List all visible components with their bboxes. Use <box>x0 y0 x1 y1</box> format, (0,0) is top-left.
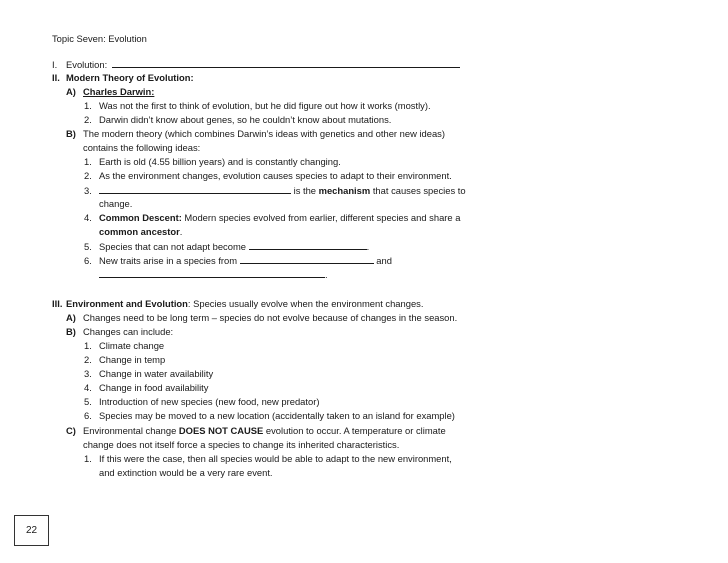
subsection-3c-line2: change does not itself force a species to change its inherited characteristics. <box>83 439 400 450</box>
subsection-3c-text-end: evolution to occur. A temperature or climate <box>263 425 446 436</box>
item-2b-2 <box>84 170 452 182</box>
item-number: 4. <box>84 382 92 393</box>
item-2b-3 <box>84 184 466 197</box>
item-number: 1. <box>84 156 92 167</box>
item-number: 3. <box>84 368 92 379</box>
item-2b-5 <box>84 240 369 253</box>
subsection-2b-text: The modern theory (which combines Darwin’s ideas with genetics and other new ideas) <box>83 128 445 139</box>
item-text: Modern species evolved from earlier, different species and share a <box>181 212 461 223</box>
subsection-3a <box>66 312 457 324</box>
item-text: Climate change <box>99 340 165 351</box>
common-descent-label: Common Descent: <box>99 212 182 223</box>
period: . <box>179 226 183 237</box>
item-number: 4. <box>84 212 92 223</box>
item-2b-4-line2 <box>99 226 182 238</box>
page-number-box <box>14 515 49 546</box>
list-item <box>84 396 319 408</box>
item-text: Was not the first to think of evolution, but he did figure out how it works (mostly). <box>99 100 431 111</box>
section-2-number: II. <box>52 72 60 83</box>
period: . <box>325 269 328 280</box>
traits-blank-2[interactable] <box>99 268 325 278</box>
common-ancestor-term: common ancestor <box>99 226 180 237</box>
section-3-number: III. <box>52 298 63 309</box>
item-text: New traits arise in a species from <box>99 255 240 266</box>
subsection-3c-text: Environmental change <box>83 425 179 436</box>
item-number: 6. <box>84 410 92 421</box>
subsection-2a <box>66 86 154 98</box>
subsection-3b <box>66 326 173 338</box>
item-text: Species may be moved to a new location (accidentally taken to an island for example) <box>99 410 455 421</box>
list-item <box>84 354 165 366</box>
item-text: Change in food availability <box>99 382 209 393</box>
adapt-blank[interactable] <box>249 240 367 250</box>
item-text: Earth is old (4.55 billion years) and is constantly changing. <box>99 156 341 167</box>
item-number: 1. <box>84 340 92 351</box>
traits-blank-1[interactable] <box>240 254 374 264</box>
section-1-colon: : <box>104 59 108 70</box>
item-number: 5. <box>84 241 92 252</box>
item-text: If this were the case, then all species would be able to adapt to the new environment, <box>99 453 452 464</box>
item-2a-1 <box>84 100 431 112</box>
section-1-number: I. <box>52 59 58 70</box>
item-text-end: that causes species to <box>370 185 466 196</box>
subsection-3c-letter: C) <box>66 425 76 436</box>
subsection-3b-letter: B) <box>66 326 76 337</box>
item-number: 2. <box>84 114 92 125</box>
item-number: 6. <box>84 255 92 266</box>
period: . <box>366 241 370 252</box>
list-item <box>84 340 164 352</box>
item-text: Species that can not adapt become <box>99 241 249 252</box>
item-3c-1 <box>84 453 452 465</box>
section-1 <box>52 58 460 71</box>
item-text: Change in temp <box>99 354 166 365</box>
and-word: and <box>373 255 392 266</box>
item-2a-2 <box>84 114 391 126</box>
item-text: Darwin didn’t know about genes, so he couldn’t know about mutations. <box>99 114 392 125</box>
subsection-2b <box>66 128 445 140</box>
item-number: 2. <box>84 170 92 181</box>
item-2b-6 <box>84 254 392 267</box>
list-item <box>84 410 455 422</box>
item-number: 1. <box>84 453 92 464</box>
does-not-cause-emphasis: DOES NOT CAUSE <box>178 425 264 436</box>
subsection-2a-letter: A) <box>66 86 76 97</box>
item-text: As the environment changes, evolution causes species to adapt to their environment. <box>99 170 452 181</box>
section-3 <box>52 298 423 310</box>
page-number: 22 <box>25 525 38 536</box>
item-3c-1-line2: and extinction would be a very rare event. <box>99 467 273 478</box>
subsection-2b-line2: contains the following ideas: <box>83 142 201 153</box>
page-title: Topic Seven: Evolution <box>52 33 147 44</box>
item-number: 5. <box>84 396 92 407</box>
item-2b-1 <box>84 156 341 168</box>
item-text: is the <box>291 185 319 196</box>
item-number: 1. <box>84 100 92 111</box>
mechanism-term: mechanism <box>318 185 371 196</box>
item-text: Introduction of new species (new food, new predator) <box>99 396 320 407</box>
section-2-label: Modern Theory of Evolution: <box>66 72 194 83</box>
subsection-2b-letter: B) <box>66 128 76 139</box>
item-text: Change in water availability <box>99 368 214 379</box>
section-1-label: Evolution <box>66 59 105 70</box>
item-2b-3-line2: change. <box>99 198 133 209</box>
item-2b-6-line2 <box>99 268 328 281</box>
subsection-3a-text: Changes need to be long term – species do not evolve because of changes in the season. <box>83 312 458 323</box>
subsection-3c <box>66 425 446 437</box>
item-2b-4 <box>84 212 460 224</box>
subsection-2a-label: Charles Darwin: <box>83 86 155 97</box>
section-2-heading <box>52 72 194 84</box>
item-number: 3. <box>84 185 92 196</box>
subsection-3a-letter: A) <box>66 312 76 323</box>
item-number: 2. <box>84 354 92 365</box>
subsection-3b-text: Changes can include: <box>83 326 174 337</box>
list-item <box>84 382 208 394</box>
list-item <box>84 368 213 380</box>
mechanism-blank[interactable] <box>99 184 291 194</box>
evolution-blank[interactable] <box>112 58 460 68</box>
section-3-label: Environment and Evolution <box>66 298 188 309</box>
section-3-intro: : Species usually evolve when the environment changes. <box>187 298 424 309</box>
